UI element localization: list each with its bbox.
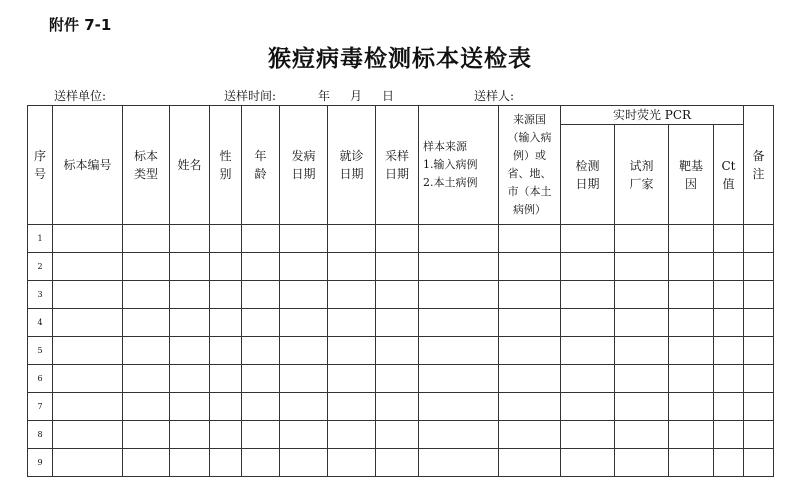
row-number: 8 xyxy=(28,421,53,449)
entry-cell[interactable] xyxy=(53,253,123,281)
table-row xyxy=(28,337,774,365)
entry-cell[interactable] xyxy=(123,281,170,309)
send-time-label: 送样时间: xyxy=(224,89,277,103)
entry-cell[interactable] xyxy=(280,253,328,281)
table-row xyxy=(28,449,774,477)
entry-cell[interactable] xyxy=(499,449,561,477)
entry-cell[interactable] xyxy=(499,225,561,253)
entry-cell[interactable] xyxy=(210,421,242,449)
entry-cell[interactable] xyxy=(561,309,615,337)
header-pcr-ct: Ct值 xyxy=(714,125,744,225)
entry-cell[interactable] xyxy=(328,281,376,309)
entry-cell[interactable] xyxy=(170,281,210,309)
entry-cell[interactable] xyxy=(561,449,615,477)
entry-cell[interactable] xyxy=(53,449,123,477)
entry-cell[interactable] xyxy=(242,449,280,477)
entry-cell[interactable] xyxy=(242,337,280,365)
entry-cell[interactable] xyxy=(328,337,376,365)
header-pcr-target: 靶基因 xyxy=(669,125,714,225)
header-pcr-date: 检测日期 xyxy=(561,125,615,225)
entry-cell[interactable] xyxy=(561,281,615,309)
sample-submission-table xyxy=(27,105,774,477)
header-name: 姓名 xyxy=(170,106,210,225)
entry-cell[interactable] xyxy=(280,421,328,449)
entry-cell[interactable] xyxy=(170,225,210,253)
row-number: 2 xyxy=(28,253,53,281)
entry-cell[interactable] xyxy=(328,393,376,421)
table-body xyxy=(28,225,774,477)
entry-cell[interactable] xyxy=(744,309,774,337)
entry-cell[interactable] xyxy=(280,365,328,393)
year-label: 年 xyxy=(318,89,331,103)
entry-cell[interactable] xyxy=(499,393,561,421)
entry-cell[interactable] xyxy=(210,281,242,309)
row-number: 9 xyxy=(28,449,53,477)
table-row xyxy=(28,421,774,449)
entry-cell[interactable] xyxy=(170,449,210,477)
entry-cell[interactable] xyxy=(744,449,774,477)
entry-cell[interactable] xyxy=(615,309,669,337)
entry-cell[interactable] xyxy=(242,225,280,253)
entry-cell[interactable] xyxy=(376,365,419,393)
entry-cell[interactable] xyxy=(499,253,561,281)
entry-cell[interactable] xyxy=(615,421,669,449)
entry-cell[interactable] xyxy=(419,421,499,449)
entry-cell[interactable] xyxy=(744,393,774,421)
entry-cell[interactable] xyxy=(714,253,744,281)
header-remark: 备注 xyxy=(744,106,774,225)
header-sex: 性别 xyxy=(210,106,242,225)
entry-cell[interactable] xyxy=(615,225,669,253)
entry-cell[interactable] xyxy=(615,337,669,365)
entry-cell[interactable] xyxy=(561,421,615,449)
entry-cell[interactable] xyxy=(242,253,280,281)
entry-cell[interactable] xyxy=(328,253,376,281)
entry-cell[interactable] xyxy=(242,393,280,421)
entry-cell[interactable] xyxy=(376,225,419,253)
entry-cell[interactable] xyxy=(210,337,242,365)
entry-cell[interactable] xyxy=(615,393,669,421)
table-row xyxy=(28,393,774,421)
entry-cell[interactable] xyxy=(53,421,123,449)
entry-cell[interactable] xyxy=(242,365,280,393)
entry-cell[interactable] xyxy=(744,253,774,281)
entry-cell[interactable] xyxy=(615,253,669,281)
entry-cell[interactable] xyxy=(210,309,242,337)
entry-cell[interactable] xyxy=(123,225,170,253)
entry-cell[interactable] xyxy=(210,225,242,253)
entry-cell[interactable] xyxy=(669,281,714,309)
entry-cell[interactable] xyxy=(53,225,123,253)
entry-cell[interactable] xyxy=(53,337,123,365)
entry-cell[interactable] xyxy=(328,365,376,393)
entry-cell[interactable] xyxy=(53,365,123,393)
entry-cell[interactable] xyxy=(376,253,419,281)
entry-cell[interactable] xyxy=(561,337,615,365)
table-row xyxy=(28,281,774,309)
entry-cell[interactable] xyxy=(669,225,714,253)
entry-cell[interactable] xyxy=(376,309,419,337)
page-title: 猴痘病毒检测标本送检表 xyxy=(268,45,532,72)
sender-person-label: 送样人: xyxy=(474,89,515,103)
entry-cell[interactable] xyxy=(280,449,328,477)
entry-cell[interactable] xyxy=(376,337,419,365)
entry-cell[interactable] xyxy=(170,421,210,449)
entry-cell[interactable] xyxy=(123,337,170,365)
entry-cell[interactable] xyxy=(561,225,615,253)
entry-cell[interactable] xyxy=(328,309,376,337)
entry-cell[interactable] xyxy=(714,309,744,337)
table-row xyxy=(28,309,774,337)
entry-cell[interactable] xyxy=(744,225,774,253)
header-sample-id: 标本编号 xyxy=(53,106,123,225)
entry-cell[interactable] xyxy=(210,449,242,477)
entry-cell[interactable] xyxy=(170,253,210,281)
entry-cell[interactable] xyxy=(669,393,714,421)
entry-cell[interactable] xyxy=(170,309,210,337)
header-origin: 来源国（输入病例）或省、地、市（本土病例） xyxy=(499,106,561,225)
header-seq: 序号 xyxy=(28,106,53,225)
entry-cell[interactable] xyxy=(714,337,744,365)
entry-cell[interactable] xyxy=(669,421,714,449)
entry-cell[interactable] xyxy=(376,449,419,477)
entry-cell[interactable] xyxy=(280,309,328,337)
entry-cell[interactable] xyxy=(419,309,499,337)
entry-cell[interactable] xyxy=(669,253,714,281)
entry-cell[interactable] xyxy=(669,449,714,477)
entry-cell[interactable] xyxy=(714,393,744,421)
entry-cell[interactable] xyxy=(170,393,210,421)
entry-cell[interactable] xyxy=(561,393,615,421)
row-number: 5 xyxy=(28,337,53,365)
entry-cell[interactable] xyxy=(123,393,170,421)
header-pcr-reagent: 试剂厂家 xyxy=(615,125,669,225)
table-row xyxy=(28,225,774,253)
sender-unit-label: 送样单位: xyxy=(54,89,107,103)
header-sample-type: 标本类型 xyxy=(123,106,170,225)
entry-cell[interactable] xyxy=(615,281,669,309)
entry-cell[interactable] xyxy=(210,393,242,421)
attachment-label: 附件 7-1 xyxy=(49,16,112,34)
entry-cell[interactable] xyxy=(499,309,561,337)
row-number: 6 xyxy=(28,365,53,393)
entry-cell[interactable] xyxy=(561,253,615,281)
table-row xyxy=(28,365,774,393)
entry-cell[interactable] xyxy=(328,449,376,477)
entry-cell[interactable] xyxy=(280,337,328,365)
entry-cell[interactable] xyxy=(744,365,774,393)
entry-cell[interactable] xyxy=(123,449,170,477)
row-number: 7 xyxy=(28,393,53,421)
entry-cell[interactable] xyxy=(499,281,561,309)
entry-cell[interactable] xyxy=(744,421,774,449)
row-number: 4 xyxy=(28,309,53,337)
entry-cell[interactable] xyxy=(499,337,561,365)
entry-cell[interactable] xyxy=(615,365,669,393)
entry-cell[interactable] xyxy=(744,337,774,365)
entry-cell[interactable] xyxy=(242,421,280,449)
entry-cell[interactable] xyxy=(53,281,123,309)
entry-cell[interactable] xyxy=(376,281,419,309)
header-onset-date: 发病日期 xyxy=(280,106,328,225)
entry-cell[interactable] xyxy=(280,393,328,421)
entry-cell[interactable] xyxy=(376,393,419,421)
entry-cell[interactable] xyxy=(499,365,561,393)
entry-cell[interactable] xyxy=(714,225,744,253)
header-pcr-group: 实时荧光 PCR xyxy=(561,106,744,125)
table-row xyxy=(28,253,774,281)
entry-cell[interactable] xyxy=(714,449,744,477)
entry-cell[interactable] xyxy=(210,253,242,281)
month-label: 月 xyxy=(350,89,363,103)
entry-cell[interactable] xyxy=(170,365,210,393)
header-age: 年龄 xyxy=(242,106,280,225)
entry-cell[interactable] xyxy=(280,281,328,309)
entry-cell[interactable] xyxy=(242,309,280,337)
entry-cell[interactable] xyxy=(714,281,744,309)
entry-cell[interactable] xyxy=(419,337,499,365)
entry-cell[interactable] xyxy=(53,393,123,421)
entry-cell[interactable] xyxy=(123,309,170,337)
entry-cell[interactable] xyxy=(419,281,499,309)
entry-cell[interactable] xyxy=(123,253,170,281)
entry-cell[interactable] xyxy=(714,421,744,449)
entry-cell[interactable] xyxy=(419,225,499,253)
entry-cell[interactable] xyxy=(669,309,714,337)
entry-cell[interactable] xyxy=(170,337,210,365)
day-label: 日 xyxy=(382,89,395,103)
entry-cell[interactable] xyxy=(123,421,170,449)
entry-cell[interactable] xyxy=(419,365,499,393)
entry-cell[interactable] xyxy=(280,225,328,253)
row-number: 3 xyxy=(28,281,53,309)
header-sample-source: 样本来源 1.输入病例 2.本土病例 xyxy=(419,106,499,225)
entry-cell[interactable] xyxy=(328,421,376,449)
header-collect-date: 采样日期 xyxy=(376,106,419,225)
entry-cell[interactable] xyxy=(419,449,499,477)
entry-cell[interactable] xyxy=(242,281,280,309)
entry-cell[interactable] xyxy=(669,337,714,365)
entry-cell[interactable] xyxy=(615,449,669,477)
entry-cell[interactable] xyxy=(419,393,499,421)
entry-cell[interactable] xyxy=(210,365,242,393)
entry-cell[interactable] xyxy=(328,225,376,253)
entry-cell[interactable] xyxy=(669,365,714,393)
entry-cell[interactable] xyxy=(419,253,499,281)
row-number: 1 xyxy=(28,225,53,253)
header-visit-date: 就诊日期 xyxy=(328,106,376,225)
entry-cell[interactable] xyxy=(123,365,170,393)
entry-cell[interactable] xyxy=(376,421,419,449)
entry-cell[interactable] xyxy=(53,309,123,337)
entry-cell[interactable] xyxy=(561,365,615,393)
entry-cell[interactable] xyxy=(744,281,774,309)
entry-cell[interactable] xyxy=(499,421,561,449)
entry-cell[interactable] xyxy=(714,365,744,393)
